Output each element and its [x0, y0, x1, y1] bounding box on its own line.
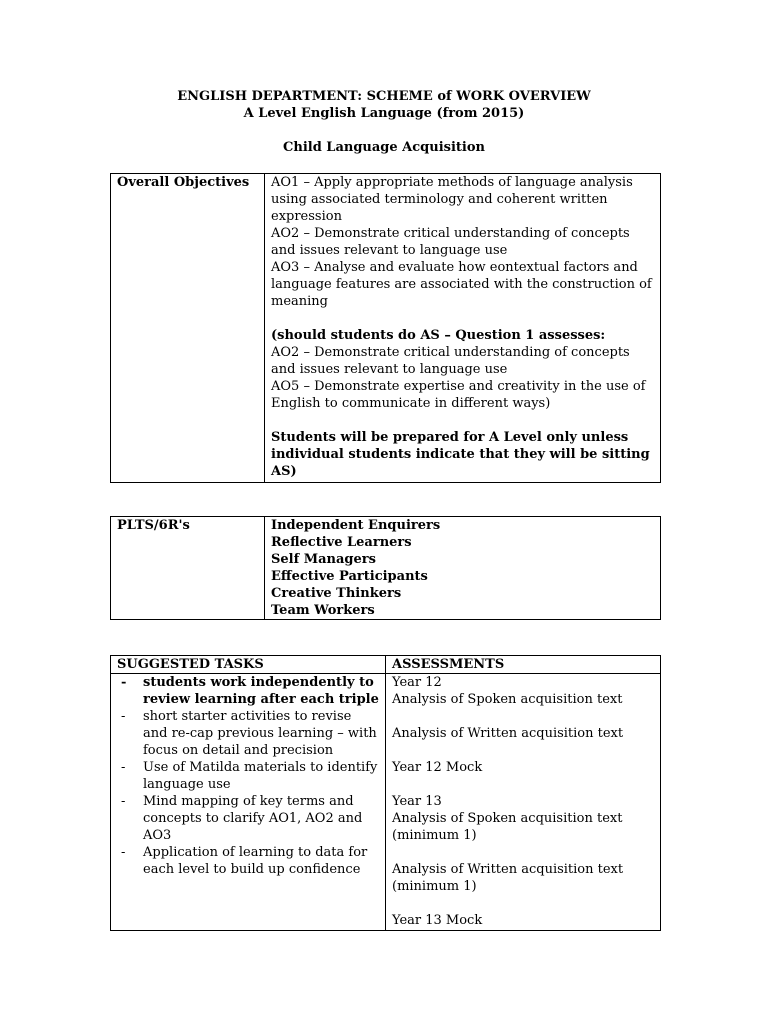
assessment-item: Year 12 Mock	[392, 760, 483, 775]
plts-label: PLTS/6R's	[111, 517, 265, 620]
plts-item: Independent Enquirers	[271, 518, 441, 533]
tasks-header: SUGGESTED TASKS	[111, 656, 386, 674]
assessment-item: Analysis of Written acquisition text (minimum 1)	[392, 862, 624, 894]
document-subtitle: A Level English Language (from 2015)	[243, 106, 525, 121]
plts-item: Team Workers	[271, 603, 375, 618]
assessment-item: Analysis of Spoken acquisition text (minimum 1)	[392, 811, 623, 843]
assessments-cell	[386, 674, 661, 931]
objectives-note: Students will be prepared for A Level only unless individual students indicate that they will be sitting AS)	[271, 430, 650, 479]
plts-item: Effective Participants	[271, 569, 428, 584]
assessment-year12: Year 12	[392, 675, 442, 690]
objectives-row	[111, 174, 661, 483]
list-item: - Mind mapping of key terms and concepts to clarify AO1, AO2 and AO3	[117, 793, 379, 844]
list-item: - Use of Matilda materials to identify language use	[117, 759, 379, 793]
objective-ao2: AO2 – Demonstrate critical understanding of concepts and issues relevant to language use	[271, 226, 630, 258]
objective-ao3: AO3 – Analyse and evaluate how eontextual factors and language features are associated with the construction of meaning	[271, 260, 652, 309]
plts-item: Reflective Learners	[271, 535, 412, 550]
as-objective-ao5: AO5 – Demonstrate expertise and creativity in the use of English to communicate in different ways)	[271, 379, 646, 411]
plts-item: Creative Thinkers	[271, 586, 402, 601]
document-title: ENGLISH DEPARTMENT: SCHEME of WORK OVERVIEW	[177, 89, 591, 104]
tasks-cell	[111, 674, 386, 931]
objectives-label: Overall Objectives	[111, 174, 265, 483]
objectives-content	[265, 174, 661, 483]
as-heading: (should students do AS – Question 1 assesses:	[271, 328, 606, 343]
objective-ao1: AO1 – Apply appropriate methods of language analysis using associated terminology and coherent written expression	[271, 175, 633, 224]
list-item: - short starter activities to revise and re-cap previous learning – with focus on detail and precision	[117, 708, 379, 759]
assessment-item: Analysis of Written acquisition text	[392, 726, 624, 741]
list-item: - students work independently to review learning after each triple	[117, 674, 379, 708]
table-body-row	[111, 674, 661, 931]
assessment-item: Year 13 Mock	[392, 913, 483, 928]
objectives-table	[110, 173, 661, 483]
plts-table	[110, 516, 661, 620]
plts-row	[111, 517, 661, 620]
assessments-header: ASSESSMENTS	[386, 656, 661, 674]
as-objective-ao2: AO2 – Demonstrate critical understanding of concepts and issues relevant to language use	[271, 345, 630, 377]
list-item: - Application of learning to data for each level to build up confidence	[117, 844, 379, 878]
assessment-year13: Year 13	[392, 794, 442, 809]
tasks-assessments-table	[110, 655, 661, 931]
table-header-row	[111, 656, 661, 674]
plts-item: Self Managers	[271, 552, 376, 567]
tasks-list	[117, 674, 379, 878]
topic-title: Child Language Acquisition	[283, 140, 485, 155]
plts-list	[265, 517, 661, 620]
assessment-item: Analysis of Spoken acquisition text	[392, 692, 623, 707]
